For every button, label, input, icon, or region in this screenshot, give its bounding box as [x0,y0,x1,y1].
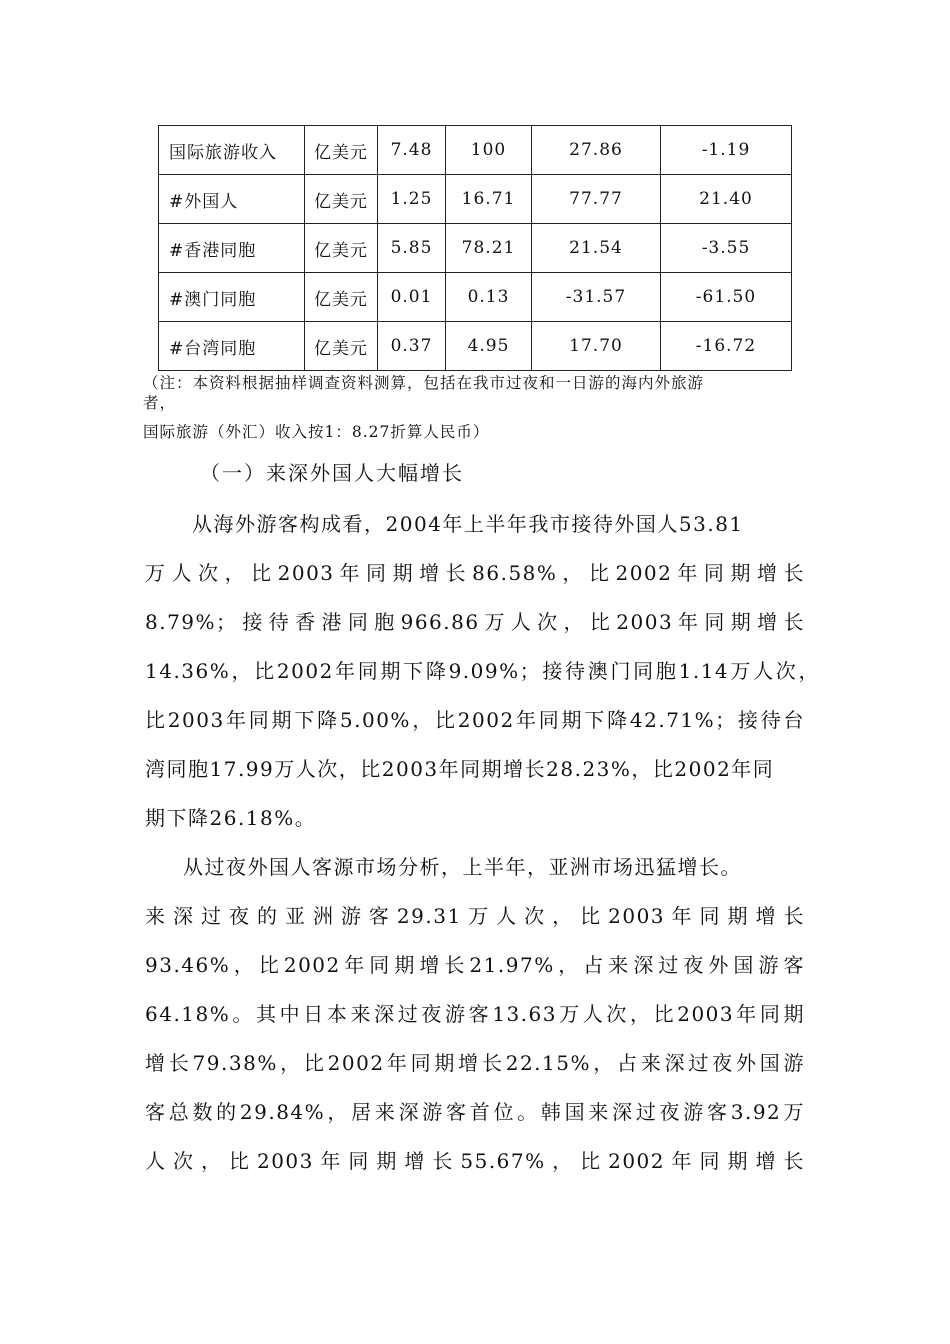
paragraph-line: 93.46%，比2002年同期增长21.97%，占来深过夜外国游客 [145,953,805,977]
table-cell: 16.71 [446,175,532,224]
paragraph-line: 期下降26.18%。 [145,806,317,830]
table-cell: 0.37 [378,322,446,371]
table-cell: 亿美元 [305,126,378,175]
table-row [159,224,792,273]
table-cell: 7.48 [378,126,446,175]
table-cell: 78.21 [446,224,532,273]
table-cell: 5.85 [378,224,446,273]
paragraph-line: 人次，比2003年同期增长55.67%，比2002年同期增长 [145,1149,805,1173]
table-cell: -61.50 [661,273,792,322]
paragraph-line: 14.36%，比2002年同期下降9.09%；接待澳门同胞1.14万人次， [145,659,820,683]
table-cell: 77.77 [532,175,661,224]
table-cell: #香港同胞 [159,224,305,273]
paragraph-line: 增长79.38%，比2002年同期增长22.15%，占来深过夜外国游 [145,1051,805,1075]
table-cell: 4.95 [446,322,532,371]
paragraph-line: 8.79%；接待香港同胞966.86万人次，比2003年同期增长 [145,610,805,634]
table-cell: 0.01 [378,273,446,322]
paragraph-line: 湾同胞17.99万人次，比2003年同期增长28.23%，比2002年同 [145,757,775,781]
table-note-line: 者， [143,394,177,412]
paragraph-line: 从过夜外国人客源市场分析，上半年，亚洲市场迅猛增长。 [183,855,742,879]
paragraph-line: 万人次，比2003年同期增长86.58%，比2002年同期增长 [145,561,805,585]
table-cell: #澳门同胞 [159,273,305,322]
table-cell: 17.70 [532,322,661,371]
table-note-line: 国际旅游（外汇）收入按1：8.27折算人民币） [143,423,490,441]
table-cell: 国际旅游收入 [159,126,305,175]
table-cell: 亿美元 [305,224,378,273]
table-cell: -3.55 [661,224,792,273]
table-cell: 0.13 [446,273,532,322]
table-cell: #外国人 [159,175,305,224]
table-row [159,273,792,322]
tourism-income-table [158,125,792,371]
section-heading: （一）来深外国人大幅增长 [200,461,464,485]
paragraph-line: 来深过夜的亚洲游客29.31万人次，比2003年同期增长 [145,904,805,928]
table-row [159,126,792,175]
table-cell: 21.54 [532,224,661,273]
table-cell: 27.86 [532,126,661,175]
table-note-line: （注：本资料根据抽样调查资料测算，包括在我市过夜和一日游的海内外旅游 [143,374,705,392]
table-cell: 亿美元 [305,273,378,322]
table-cell: 21.40 [661,175,792,224]
paragraph-line: 从海外游客构成看，2004年上半年我市接待外国人53.81 [192,512,744,536]
table-cell: 亿美元 [305,322,378,371]
table-cell: 100 [446,126,532,175]
paragraph-line: 客总数的29.84%，居来深游客首位。韩国来深过夜游客3.92万 [145,1100,805,1124]
table-cell: 亿美元 [305,175,378,224]
table-cell: -1.19 [661,126,792,175]
table-cell: -31.57 [532,273,661,322]
table-row [159,175,792,224]
table-cell: -16.72 [661,322,792,371]
paragraph-line: 比2003年同期下降5.00%，比2002年同期下降42.71%；接待台 [145,708,805,732]
table-cell: #台湾同胞 [159,322,305,371]
table-row [159,322,792,371]
table-cell: 1.25 [378,175,446,224]
paragraph-line: 64.18%。其中日本来深过夜游客13.63万人次，比2003年同期 [145,1002,805,1026]
